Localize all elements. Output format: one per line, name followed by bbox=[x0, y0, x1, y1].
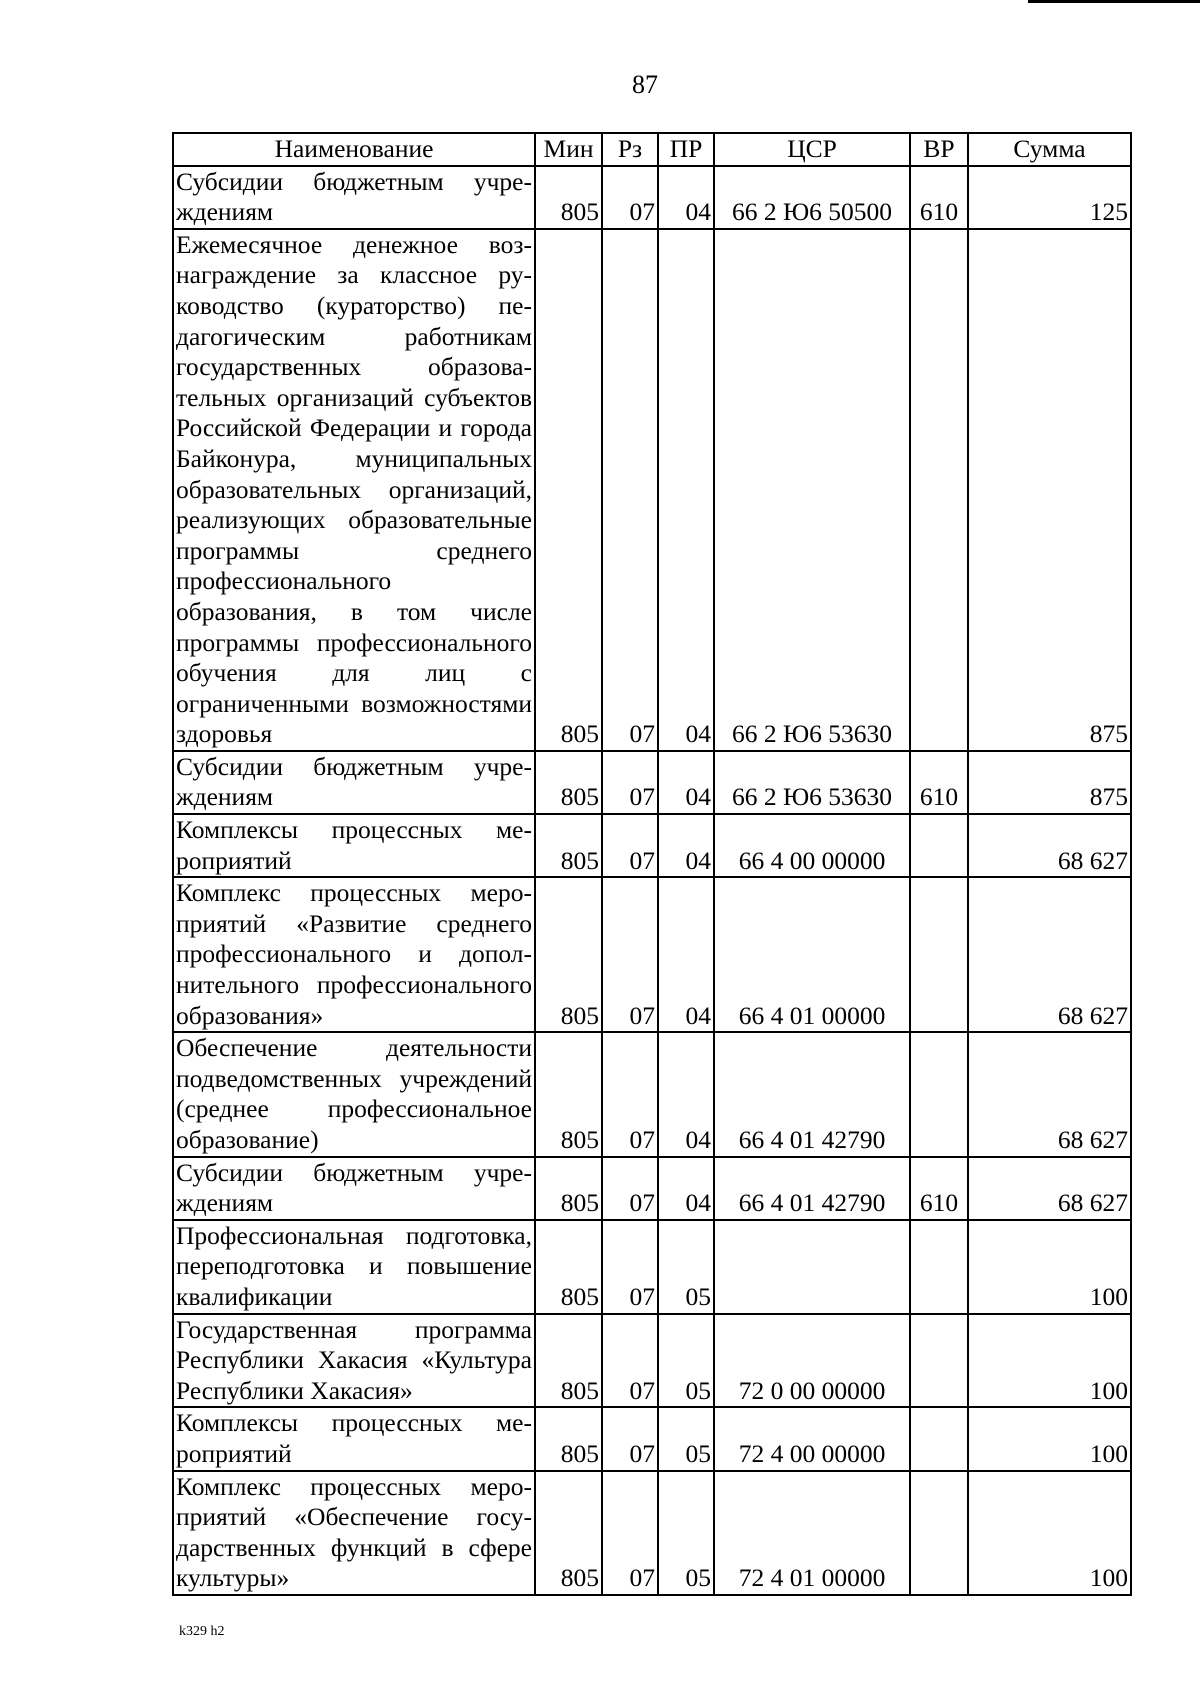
row-sum: 68 627 bbox=[968, 1032, 1131, 1156]
row-name: Субсидии бюджетным учреждениям bbox=[173, 166, 535, 229]
row-name: Субсидии бюджетным учреждениям bbox=[173, 751, 535, 814]
row-rz: 07 bbox=[602, 751, 658, 814]
row-csr: 66 4 01 42790 bbox=[714, 1157, 910, 1220]
row-pr: 05 bbox=[658, 1471, 714, 1595]
row-min: 805 bbox=[535, 1314, 602, 1408]
row-sum: 68 627 bbox=[968, 1157, 1131, 1220]
row-min: 805 bbox=[535, 229, 602, 751]
row-csr: 72 0 00 00000 bbox=[714, 1314, 910, 1408]
row-csr: 72 4 00 00000 bbox=[714, 1407, 910, 1470]
table-row bbox=[173, 814, 1131, 877]
row-csr: 66 4 00 00000 bbox=[714, 814, 910, 877]
row-min: 805 bbox=[535, 814, 602, 877]
row-pr: 04 bbox=[658, 1032, 714, 1156]
top-edge-rule bbox=[1028, 0, 1200, 3]
table-row bbox=[173, 1220, 1131, 1314]
row-vr bbox=[910, 1407, 968, 1470]
row-vr bbox=[910, 1032, 968, 1156]
row-name: Профессиональная подготовка, переподготовка и повышение квалификации bbox=[173, 1220, 535, 1314]
row-csr: 66 2 Ю6 53630 bbox=[714, 229, 910, 751]
row-min: 805 bbox=[535, 877, 602, 1032]
table-row bbox=[173, 1407, 1131, 1470]
row-sum: 68 627 bbox=[968, 814, 1131, 877]
row-vr: 610 bbox=[910, 751, 968, 814]
row-vr bbox=[910, 1220, 968, 1314]
row-name: Государственная программа Республики Хакасия «Культура Республики Хакасия» bbox=[173, 1314, 535, 1408]
row-csr: 66 4 01 42790 bbox=[714, 1032, 910, 1156]
row-name: Комплексы процессных мероприятий bbox=[173, 814, 535, 877]
row-rz: 07 bbox=[602, 814, 658, 877]
row-csr: 72 4 01 00000 bbox=[714, 1471, 910, 1595]
table-row bbox=[173, 877, 1131, 1032]
header-sum: Сумма bbox=[968, 133, 1131, 166]
page-number: 87 bbox=[632, 70, 658, 99]
row-min: 805 bbox=[535, 1407, 602, 1470]
row-min: 805 bbox=[535, 751, 602, 814]
row-pr: 05 bbox=[658, 1314, 714, 1408]
row-pr: 04 bbox=[658, 166, 714, 229]
row-name: Субсидии бюджетным учреждениям bbox=[173, 1157, 535, 1220]
row-name: Комплекс процессных мероприятий «Обеспечение государственных функций в сфере культуры» bbox=[173, 1471, 535, 1595]
row-min: 805 bbox=[535, 166, 602, 229]
table-row bbox=[173, 1157, 1131, 1220]
row-min: 805 bbox=[535, 1220, 602, 1314]
row-pr: 04 bbox=[658, 229, 714, 751]
row-pr: 04 bbox=[658, 751, 714, 814]
row-rz: 07 bbox=[602, 1157, 658, 1220]
row-pr: 04 bbox=[658, 814, 714, 877]
row-name: Комплексы процессных мероприятий bbox=[173, 1407, 535, 1470]
row-vr bbox=[910, 1471, 968, 1595]
row-pr: 04 bbox=[658, 877, 714, 1032]
row-pr: 05 bbox=[658, 1407, 714, 1470]
row-csr: 66 2 Ю6 53630 bbox=[714, 751, 910, 814]
row-min: 805 bbox=[535, 1032, 602, 1156]
row-vr: 610 bbox=[910, 166, 968, 229]
table-row bbox=[173, 751, 1131, 814]
row-vr bbox=[910, 1314, 968, 1408]
header-csr: ЦСР bbox=[714, 133, 910, 166]
row-name: Ежемесячное денежное вознаграждение за классное руководство (кураторство) педагогическим работникам государственных образовательных организаций субъектов Российской Федерации и города Байконура, муниципальных образовательных организаций, реализующих образовательные программы среднего профессионального образования, в том числе программы профессионального обучения для лиц с ограниченными возможностями здоровья bbox=[173, 229, 535, 751]
row-sum: 100 bbox=[968, 1407, 1131, 1470]
row-min: 805 bbox=[535, 1471, 602, 1595]
row-rz: 07 bbox=[602, 1032, 658, 1156]
row-rz: 07 bbox=[602, 877, 658, 1032]
row-name: Обеспечение деятельности подведомственных учреждений (среднее профессиональное образование) bbox=[173, 1032, 535, 1156]
row-sum: 68 627 bbox=[968, 877, 1131, 1032]
row-name: Комплекс процессных мероприятий «Развитие среднего профессионального и дополнительного профессионального образования» bbox=[173, 877, 535, 1032]
row-min: 805 bbox=[535, 1157, 602, 1220]
table-row bbox=[173, 1471, 1131, 1595]
row-sum: 125 bbox=[968, 166, 1131, 229]
document-code: k329 h2 bbox=[179, 1624, 225, 1639]
row-rz: 07 bbox=[602, 1471, 658, 1595]
row-vr bbox=[910, 877, 968, 1032]
row-rz: 07 bbox=[602, 1220, 658, 1314]
header-rz: Рз bbox=[602, 133, 658, 166]
row-rz: 07 bbox=[602, 1407, 658, 1470]
header-name: Наименование bbox=[173, 133, 535, 166]
table-row bbox=[173, 1314, 1131, 1408]
row-csr bbox=[714, 1220, 910, 1314]
row-rz: 07 bbox=[602, 1314, 658, 1408]
header-pr: ПР bbox=[658, 133, 714, 166]
row-csr: 66 2 Ю6 50500 bbox=[714, 166, 910, 229]
table-row bbox=[173, 229, 1131, 751]
row-sum: 875 bbox=[968, 751, 1131, 814]
row-vr bbox=[910, 814, 968, 877]
table-row bbox=[173, 166, 1131, 229]
header-min: Мин bbox=[535, 133, 602, 166]
header-vr: ВР bbox=[910, 133, 968, 166]
row-csr: 66 4 01 00000 bbox=[714, 877, 910, 1032]
row-pr: 04 bbox=[658, 1157, 714, 1220]
row-rz: 07 bbox=[602, 166, 658, 229]
row-sum: 100 bbox=[968, 1314, 1131, 1408]
row-sum: 100 bbox=[968, 1471, 1131, 1595]
row-vr bbox=[910, 229, 968, 751]
budget-table bbox=[172, 132, 1132, 1596]
row-sum: 100 bbox=[968, 1220, 1131, 1314]
row-pr: 05 bbox=[658, 1220, 714, 1314]
row-sum: 875 bbox=[968, 229, 1131, 751]
row-rz: 07 bbox=[602, 229, 658, 751]
table-header-row bbox=[173, 133, 1131, 166]
row-vr: 610 bbox=[910, 1157, 968, 1220]
table-body bbox=[173, 166, 1131, 1595]
table-row bbox=[173, 1032, 1131, 1156]
